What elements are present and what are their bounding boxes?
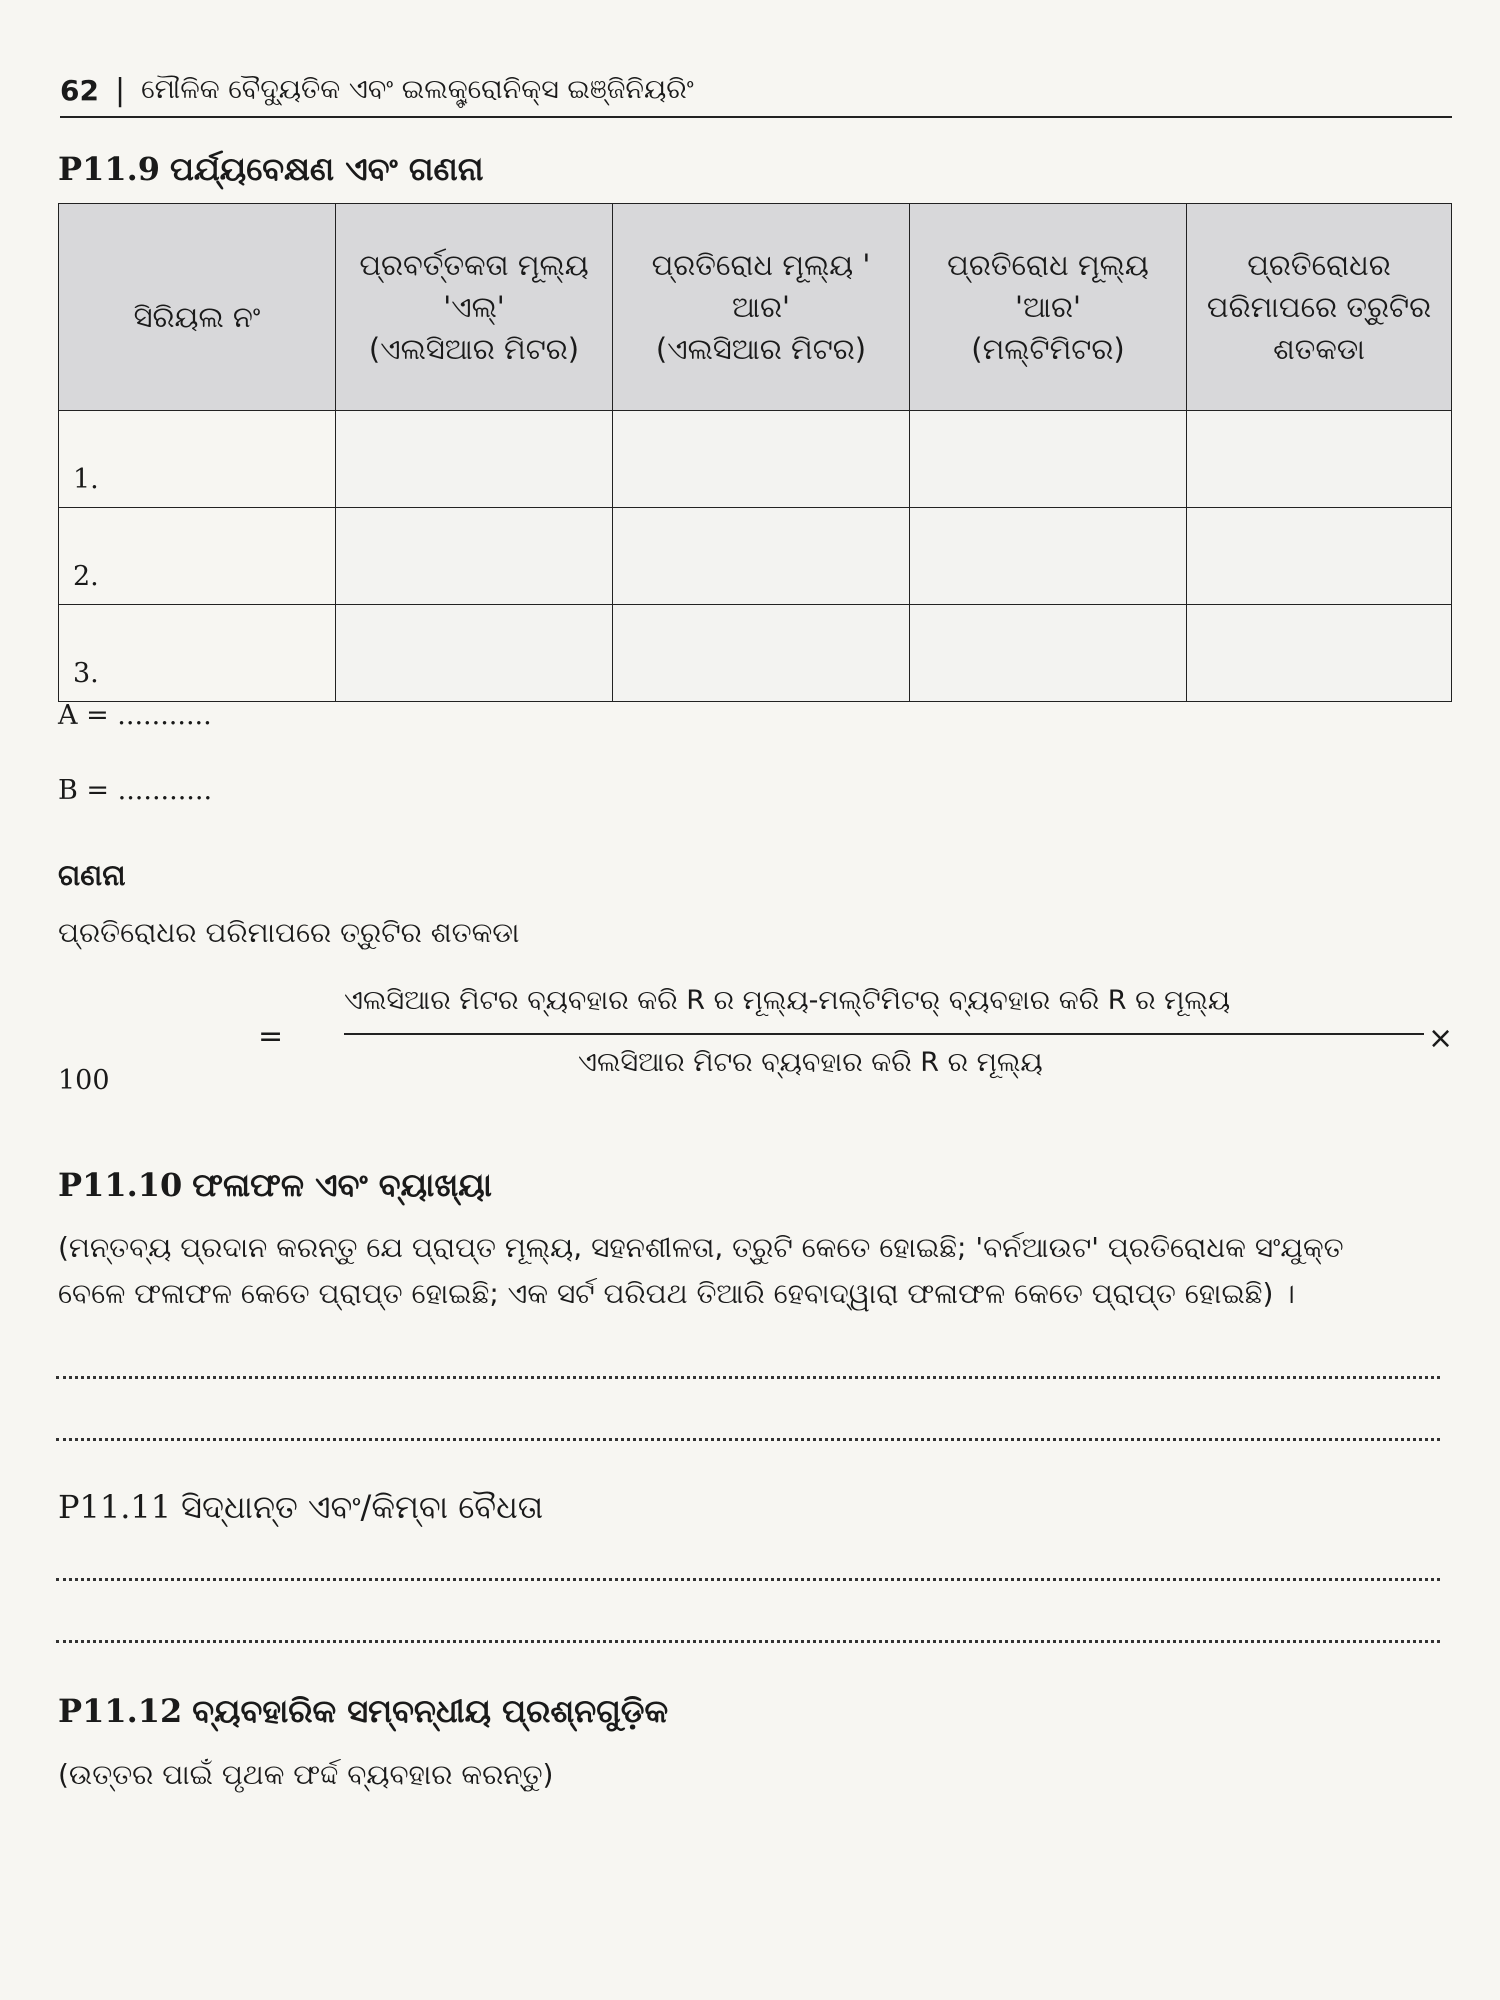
table-cell	[910, 605, 1187, 702]
formula-hundred: 100	[58, 1065, 110, 1096]
table-cell	[1187, 508, 1452, 605]
section-title: ପର୍ଯ୍ୟବେକ୍ଷଣ ଏବଂ ଗଣନା	[170, 150, 484, 188]
answer-dotted-line	[56, 1376, 1440, 1379]
header-separator: |	[114, 72, 126, 108]
section-heading-p11-12	[58, 1692, 668, 1731]
table-cell	[336, 411, 613, 508]
table-row	[59, 411, 1452, 508]
section-title: ଫଳାଫଳ ଏବଂ ବ୍ୟାଖ୍ୟା	[192, 1166, 492, 1204]
table-row	[59, 508, 1452, 605]
row-serial: 2.	[59, 508, 336, 605]
header-percent-error: ପ୍ରତିରୋଧର ପରିମାପରେ ତ୍ରୁଟିର ଶତକଡା	[1187, 204, 1452, 411]
formula-times: ×	[1428, 1021, 1454, 1056]
table-cell	[910, 411, 1187, 508]
value-a-line: A = ...........	[58, 700, 212, 731]
page-header	[60, 64, 1452, 118]
answer-dotted-line	[56, 1578, 1440, 1581]
table-cell	[336, 508, 613, 605]
formula-equals: =	[258, 1019, 284, 1054]
table-cell	[1187, 605, 1452, 702]
table-cell	[613, 605, 910, 702]
value-b-line: B = ...........	[58, 775, 213, 806]
section-code: P11.10	[58, 1166, 183, 1204]
table-row	[59, 605, 1452, 702]
header-resistance-multimeter: ପ୍ରତିରୋଧ ମୂଲ୍ୟ 'ଆର' (ମଲ୍ଟିମିଟର)	[910, 204, 1187, 411]
answer-dotted-line	[56, 1640, 1440, 1643]
formula-numerator: ଏଲସିଆର ମିଟର ବ୍ୟବହାର କରି R ର ମୂଲ୍ୟ-ମଲ୍ଟିମିଟର୍ ବ୍ୟବହାର କରି R ର ମୂଲ୍ୟ	[344, 985, 1231, 1016]
section-title: ବ୍ୟବହାରିକ ସମ୍ବନ୍ଧୀୟ ପ୍ରଶ୍ନଗୁଡ଼ିକ	[192, 1692, 669, 1730]
table-cell	[910, 508, 1187, 605]
fraction-bar	[344, 1033, 1424, 1035]
results-line-2: ବେଳେ ଫଳାଫଳ କେତେ ପ୍ରାପ୍ତ ହୋଇଛି; ଏକ ସର୍ଟ ପରିପଥ ତିଆରି ହେବାଦ୍ୱାରା ଫଳାଫଳ କେତେ ପ୍ରାପ୍ତ ହୋଇଛି) ।	[58, 1277, 1295, 1311]
table-cell	[336, 605, 613, 702]
table-cell	[1187, 411, 1452, 508]
section-heading-p11-11	[58, 1488, 543, 1527]
section-code: P11.12	[58, 1692, 183, 1730]
page-number: 62	[60, 73, 99, 107]
calculation-heading: ଗଣନା	[58, 858, 126, 892]
header-resistance-lcr: ପ୍ରତିରୋଧ ମୂଲ୍ୟ ' ଆର' (ଏଲସିଆର ମିଟର)	[613, 204, 910, 411]
formula-denominator: ଏଲସିଆର ମିଟର ବ୍ୟବହାର କରି R ର ମୂଲ୍ୟ	[578, 1047, 1043, 1078]
header-inductance-lcr: ପ୍ରବର୍ତ୍ତକତା ମୂଲ୍ୟ 'ଏଲ୍' (ଏଲସିଆର ମିଟର)	[336, 204, 613, 411]
percent-error-formula	[58, 985, 1458, 1105]
book-title: ମୌଳିକ ବୈଦ୍ୟୁତିକ ଏବଂ ଇଲକ୍ଟ୍ରୋନିକ୍ସ ଇଞ୍ଜିନିୟରିଂ	[141, 74, 694, 105]
calculation-subheading: ପ୍ରତିରୋଧର ପରିମାପରେ ତ୍ରୁଟିର ଶତକଡା	[58, 916, 520, 949]
table-cell	[613, 508, 910, 605]
table-cell	[613, 411, 910, 508]
row-serial: 1.	[59, 411, 336, 508]
section-code: P11.11	[58, 1488, 172, 1526]
row-serial: 3.	[59, 605, 336, 702]
section-code: P11.9	[58, 150, 160, 188]
section-heading-p11-9	[58, 150, 483, 189]
questions-note: (ଉତ୍ତର ପାଇଁ ପୃଥକ ଫର୍ଦ୍ଦ ବ୍ୟବହାର କରନ୍ତୁ)	[58, 1758, 554, 1791]
answer-dotted-line	[56, 1438, 1440, 1441]
results-instructions	[58, 1225, 1458, 1317]
header-serial-no: ସିରିୟଲ ନଂ	[59, 204, 336, 411]
section-heading-p11-10	[58, 1166, 492, 1205]
table-header-row	[59, 204, 1452, 411]
section-title: ସିଦ୍ଧାନ୍ତ ଏବଂ/କିମ୍ବା ବୈଧତା	[181, 1488, 544, 1526]
observation-table	[58, 203, 1452, 702]
results-line-1: (ମନ୍ତବ୍ୟ ପ୍ରଦାନ କରନ୍ତୁ ଯେ ପ୍ରାପ୍ତ ମୂଲ୍ୟ, ସହନଶୀଳତା, ତ୍ରୁଟି କେତେ ହୋଇଛି; 'ବର୍ନଆଉଟ' ପ୍ରତିରୋଧକ ସଂଯୁକ୍ତ	[58, 1231, 1344, 1264]
